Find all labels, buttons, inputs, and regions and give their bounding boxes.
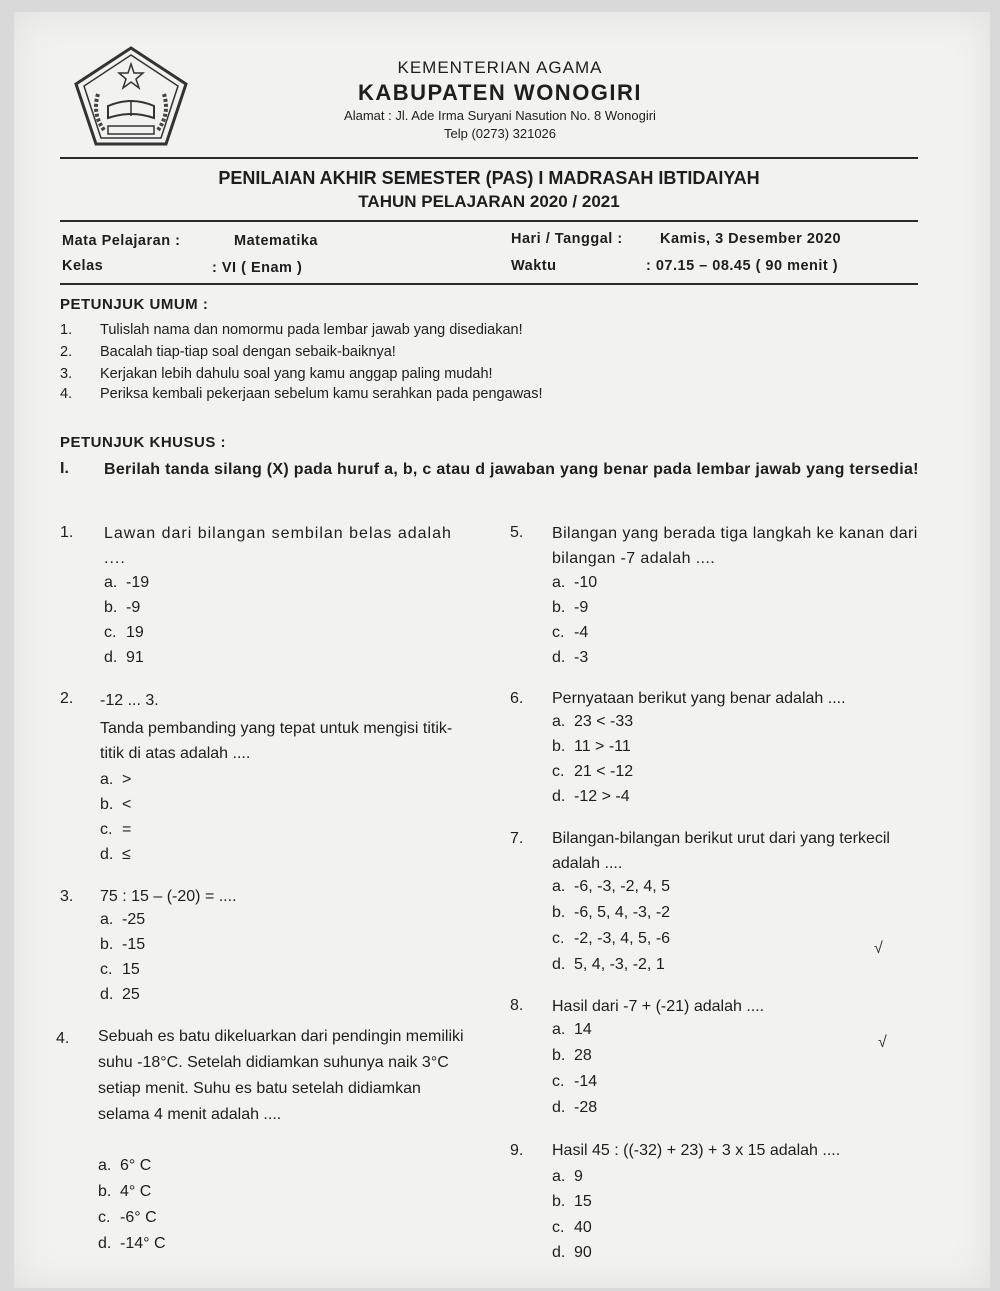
option: c. -6° C bbox=[98, 1209, 157, 1226]
option: b. -9 bbox=[552, 599, 589, 616]
option: c. -4 bbox=[552, 624, 589, 641]
question-number: 4. bbox=[56, 1030, 70, 1047]
question-number: 6. bbox=[510, 690, 524, 707]
question-text: Bilangan-bilangan berikut urut dari yang terkecil adalah .... bbox=[552, 830, 890, 872]
subject-value: Matematika bbox=[234, 233, 318, 249]
option: a. 9 bbox=[552, 1168, 583, 1185]
option: d. -3 bbox=[552, 649, 589, 666]
question-text: Hasil dari -7 + (-21) adalah .... bbox=[552, 998, 765, 1015]
option: b. -6, 5, 4, -3, -2 bbox=[552, 904, 671, 921]
meta-divider bbox=[60, 283, 918, 285]
option: d. -28 bbox=[552, 1099, 598, 1116]
option: d. 5, 4, -3, -2, 1 bbox=[552, 956, 665, 973]
option: c. 21 < -12 bbox=[552, 763, 634, 780]
option: d. ≤ bbox=[100, 846, 131, 863]
tick-mark-icon: √ bbox=[878, 1034, 887, 1051]
section-number: I. bbox=[60, 460, 69, 477]
section-instruction: Berilah tanda silang (X) pada huruf a, b, c atau d jawaban yang benar pada lembar jawab yang tersedia! bbox=[104, 461, 919, 478]
option: b. -9 bbox=[104, 599, 141, 616]
option: c. -14 bbox=[552, 1073, 598, 1090]
option: c. 19 bbox=[104, 624, 144, 641]
day-value: Kamis, 3 Desember 2020 bbox=[660, 231, 842, 247]
option: c. 15 bbox=[100, 961, 140, 978]
option: a. 6° C bbox=[98, 1157, 152, 1174]
ministry-emblem-icon bbox=[70, 44, 192, 150]
question-text: Lawan dari bilangan sembilan belas adalah .... bbox=[104, 525, 452, 567]
time-label: Waktu bbox=[511, 258, 557, 274]
option: b. 11 > -11 bbox=[552, 738, 631, 755]
academic-year: TAHUN PELAJARAN 2020 / 2021 bbox=[358, 192, 620, 211]
question-text: Sebuah es batu dikeluarkan dari pendingin memiliki suhu -18°C. Setelah didiamkan suhunya naik 3°C setiap menit. Suhu es batu setelah didiamkan selama 4 menit adalah .... bbox=[98, 1028, 464, 1123]
general-item: Kerjakan lebih dahulu soal yang kamu anggap paling mudah! bbox=[100, 366, 493, 382]
question-number: 5. bbox=[510, 524, 524, 541]
exam-title: PENILAIAN AKHIR SEMESTER (PAS) I MADRASAH IBTIDAIYAH bbox=[218, 168, 760, 188]
general-num: 4. bbox=[60, 386, 73, 402]
question-text: Bilangan yang berada tiga langkah ke kanan dari bilangan -7 adalah .... bbox=[552, 525, 918, 567]
option: a. -19 bbox=[104, 574, 150, 591]
question-number: 2. bbox=[60, 690, 74, 707]
question-text: Hasil 45 : ((-32) + 23) + 3 x 15 adalah .... bbox=[552, 1142, 841, 1159]
general-item: Periksa kembali pekerjaan sebelum kamu serahkan pada pengawas! bbox=[100, 386, 543, 402]
header-divider bbox=[60, 157, 918, 159]
title-divider bbox=[60, 220, 918, 222]
tick-mark-icon: √ bbox=[874, 940, 883, 957]
question-number: 7. bbox=[510, 830, 524, 847]
question-number: 9. bbox=[510, 1142, 524, 1159]
option: a. > bbox=[100, 771, 132, 788]
question-text: Pernyataan berikut yang benar adalah .... bbox=[552, 690, 846, 707]
general-heading: PETUNJUK UMUM : bbox=[60, 296, 209, 313]
option: d. -12 > -4 bbox=[552, 788, 630, 805]
option: a. -10 bbox=[552, 574, 598, 591]
day-label: Hari / Tanggal : bbox=[511, 231, 623, 247]
option: c. 40 bbox=[552, 1219, 592, 1236]
option: d. 91 bbox=[104, 649, 144, 666]
option: b. 4° C bbox=[98, 1183, 152, 1200]
subject-label: Mata Pelajaran : bbox=[62, 233, 181, 249]
question-text: 75 : 15 – (-20) = .... bbox=[100, 888, 237, 905]
general-num: 1. bbox=[60, 322, 73, 338]
question-number: 3. bbox=[60, 888, 74, 905]
option: d. 25 bbox=[100, 986, 140, 1003]
option: a. -6, -3, -2, 4, 5 bbox=[552, 878, 671, 895]
option: d. 90 bbox=[552, 1244, 592, 1261]
office-phone: Telp (0273) 321026 bbox=[443, 126, 557, 141]
question-stem: -12 ... 3. bbox=[100, 692, 159, 709]
time-value: : 07.15 – 08.45 ( 90 menit ) bbox=[646, 258, 839, 274]
option: b. < bbox=[100, 796, 132, 813]
general-num: 2. bbox=[60, 344, 73, 360]
office-address: Alamat : Jl. Ade Irma Suryani Nasution No. 8 Wonogiri bbox=[344, 108, 656, 123]
class-value: : VI ( Enam ) bbox=[212, 260, 303, 276]
regency-name: KABUPATEN WONOGIRI bbox=[357, 80, 643, 105]
question-text: Tanda pembanding yang tepat untuk mengisi titik-titik di atas adalah .... bbox=[100, 720, 453, 762]
option: d. -14° C bbox=[98, 1235, 166, 1252]
ministry-name: KEMENTERIAN AGAMA bbox=[397, 58, 603, 77]
general-item: Bacalah tiap-tiap soal dengan sebaik-baiknya! bbox=[100, 344, 396, 360]
option: a. 14 bbox=[552, 1021, 592, 1038]
special-heading: PETUNJUK KHUSUS : bbox=[60, 434, 227, 451]
general-num: 3. bbox=[60, 366, 73, 382]
option: c. -2, -3, 4, 5, -6 bbox=[552, 930, 671, 947]
option: b. -15 bbox=[100, 936, 146, 953]
question-number: 8. bbox=[510, 997, 524, 1014]
option: b. 28 bbox=[552, 1047, 592, 1064]
class-label: Kelas bbox=[62, 258, 104, 274]
question-number: 1. bbox=[60, 524, 74, 541]
option: c. = bbox=[100, 821, 132, 838]
general-item: Tulislah nama dan nomormu pada lembar jawab yang disediakan! bbox=[100, 322, 523, 338]
option: a. 23 < -33 bbox=[552, 713, 634, 730]
option: a. -25 bbox=[100, 911, 146, 928]
option: b. 15 bbox=[552, 1193, 592, 1210]
